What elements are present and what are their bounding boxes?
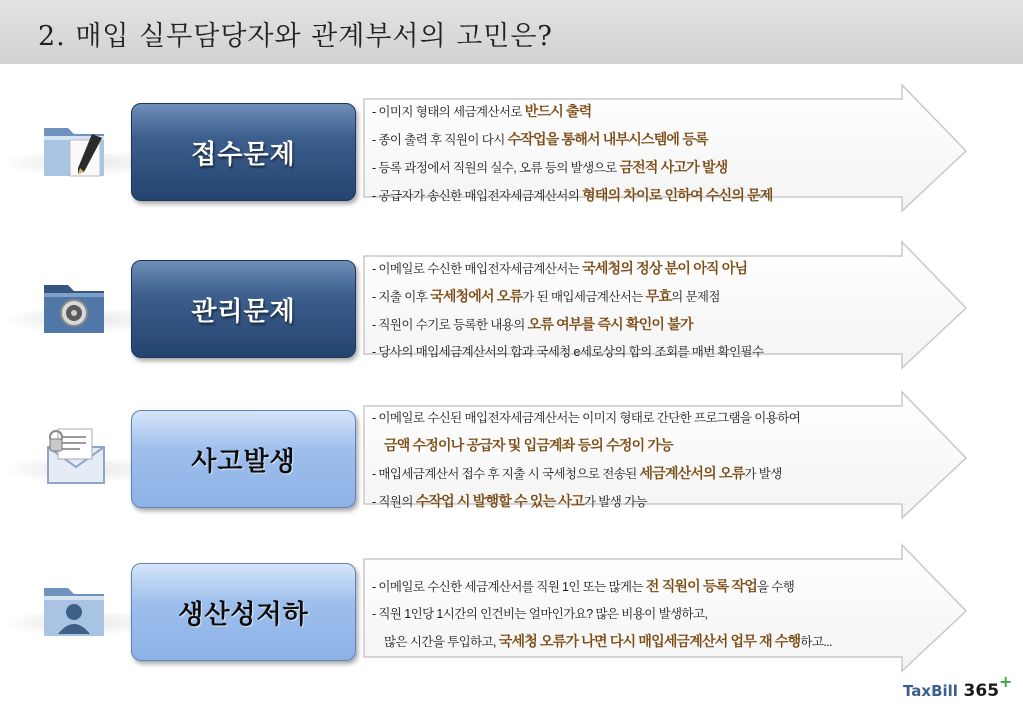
section-reception-problem	[0, 83, 1023, 213]
bullet-line: - 이메일로 수신한 매입전자세금계산서는 국세청의 정상 분이 아직 아님	[372, 260, 748, 276]
section-incident	[0, 390, 1023, 520]
bullet-line: - 당사의 매입세금계산서의 합과 국세청 e세로상의 합의 조회를 매번 확인필수	[372, 345, 764, 359]
taxbill365-logo: TaxBill 365+	[903, 672, 1013, 701]
header-bar	[0, 0, 1023, 64]
bullet-line: - 공급자가 송신한 매입전자세금계산서의 형태의 차이로 인하여 수신의 문제	[372, 187, 773, 203]
bullet-line: 금액 수정이나 공급자 및 입금계좌 등의 수정이 가능	[384, 437, 673, 453]
label-reception-problem: 접수문제	[131, 103, 356, 201]
mail-document-icon	[40, 425, 116, 489]
bullet-line: 많은 시간을 투입하고, 국세청 오류가 나면 다시 매입세금계산서 업무 재 수행하고...	[384, 633, 832, 649]
bullet-line: - 매입세금계산서 접수 후 지출 시 국세청으로 전송된 세금계산서의 오류가 발생	[372, 465, 782, 481]
bullet-list	[372, 259, 912, 370]
section-management-problem	[0, 240, 1023, 370]
section-productivity-drop	[0, 543, 1023, 673]
bullet-line: - 직원의 수작업 시 발행할 수 있는 사고가 발생 가능	[372, 493, 647, 509]
bullet-list	[372, 577, 912, 660]
bullet-line: - 지출 이후 국세청에서 오류가 된 매입세금계산서는 무효의 문제점	[372, 288, 720, 304]
label-incident: 사고발생	[131, 410, 356, 508]
bullet-line: - 직원 1인당 1시간의 인건비는 얼마인가요? 많은 비용이 발생하고,	[372, 607, 708, 621]
bullet-line: - 이메일로 수신한 세금계산서를 직원 1인 또는 많게는 전 직원이 등록 작업을 수행	[372, 578, 795, 594]
folder-user-icon	[40, 578, 116, 642]
bullet-line: - 등록 과정에서 직원의 실수, 오류 등의 발생으로 금전적 사고가 발생	[372, 159, 728, 175]
bullet-line: - 이메일로 수신된 매입전자세금계산서는 이미지 형태로 간단한 프로그램을 이용하여	[372, 411, 801, 425]
bullet-line: - 종이 출력 후 직원이 다시 수작업을 통해서 내부시스템에 등록	[372, 131, 708, 147]
folder-lock-icon	[40, 275, 116, 339]
folder-pen-icon	[40, 118, 116, 182]
bullet-line: - 직원이 수기로 등록한 내용의 오류 여부를 즉시 확인이 불가	[372, 316, 693, 332]
bullet-line: - 이미지 형태의 세금계산서로 반드시 출력	[372, 103, 592, 119]
page-title: 2. 매입 실무담당자와 관계부서의 고민은?	[38, 21, 553, 52]
bullet-list	[372, 409, 912, 520]
label-productivity-drop: 생산성저하	[131, 563, 356, 661]
label-management-problem: 관리문제	[131, 260, 356, 358]
bullet-list	[372, 102, 912, 214]
